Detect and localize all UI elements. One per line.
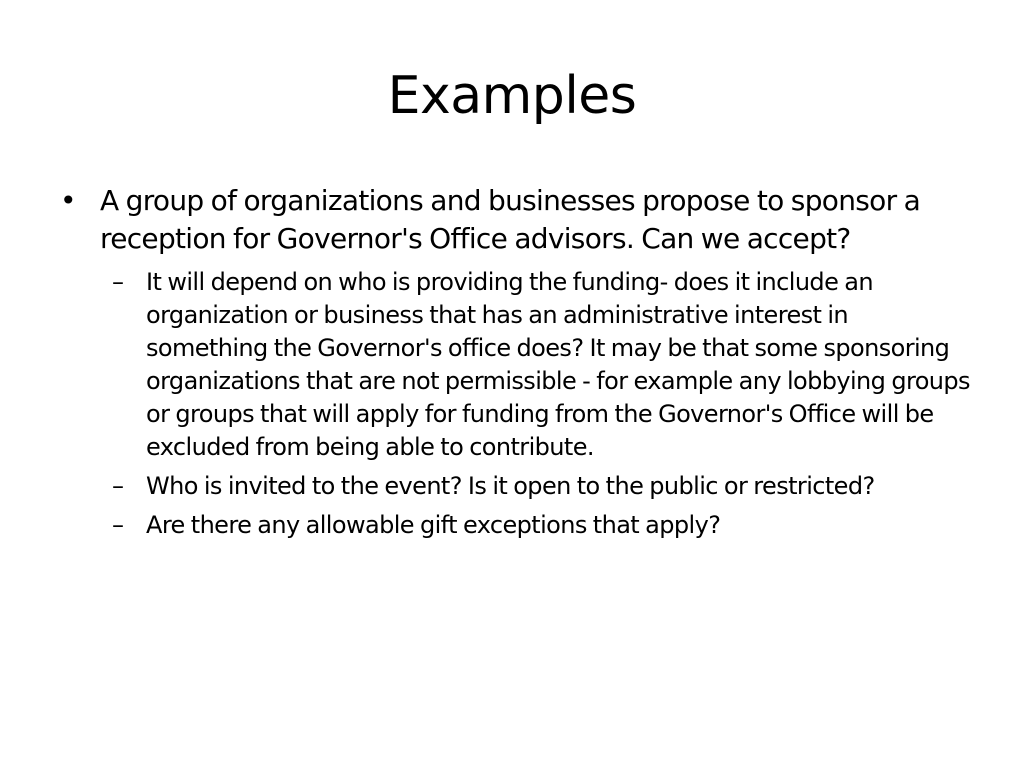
dash-icon: – [112, 268, 124, 296]
bullet-dot-icon: • [60, 184, 76, 217]
slide-title: Examples [387, 66, 637, 126]
slide-content [54, 182, 974, 548]
sub-bullet-list [54, 266, 974, 542]
dash-icon: – [112, 511, 124, 539]
bullet-item [54, 182, 974, 258]
sub-bullet-text: It will depend on who is providing the funding- does it include an organization or business that has an administrative interest in something the Governor's office does? It may be that some sponsoring organizations that are not permissible - for example any lobbying groups or groups that will apply for funding from the Governor's Office will be excluded from being able to contribute. [146, 268, 970, 461]
dash-icon: – [112, 472, 124, 500]
sub-bullet-item [54, 509, 974, 542]
sub-bullet-item [54, 266, 974, 464]
bullet-text: A group of organizations and businesses propose to sponsor a reception for Governor's Office advisors. Can we accept? [100, 184, 921, 255]
sub-bullet-text: Are there any allowable gift exceptions that apply? [146, 511, 721, 539]
sub-bullet-text: Who is invited to the event? Is it open to the public or restricted? [146, 472, 875, 500]
sub-bullet-item [54, 470, 974, 503]
